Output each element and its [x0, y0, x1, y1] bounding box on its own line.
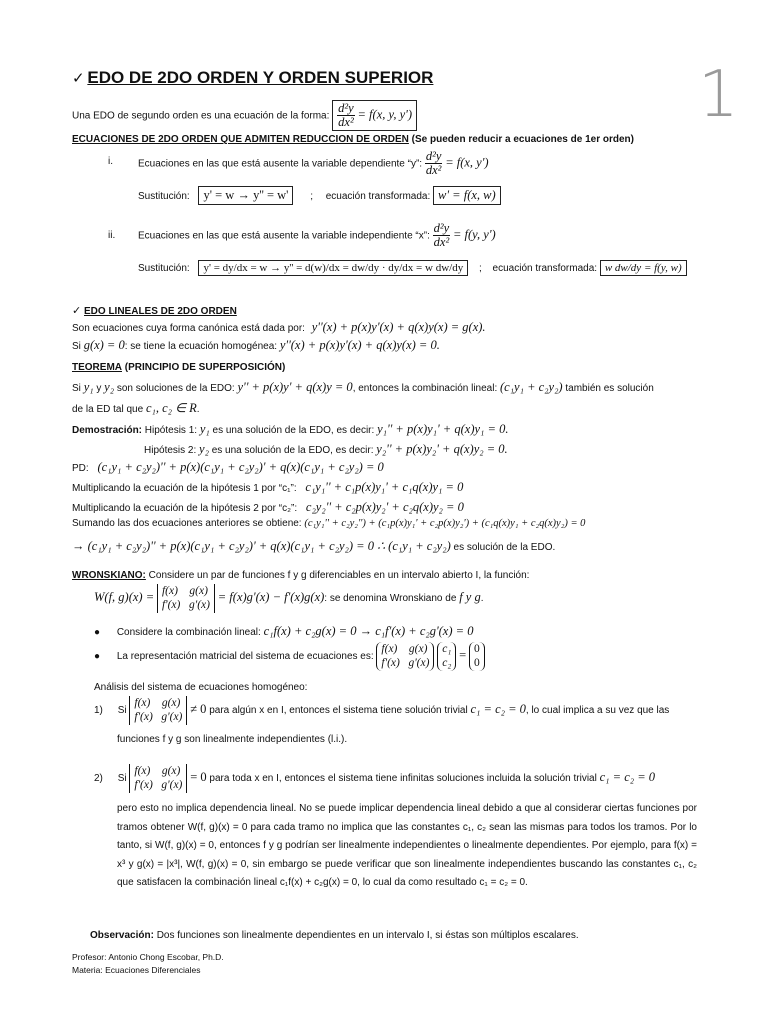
vector-c	[437, 642, 456, 671]
wronskiano-def-lhs: W(f, g)(x) =	[94, 590, 155, 605]
section2-line2-text: : se tiene la ecuación homogénea:	[124, 341, 278, 352]
checkmark-icon: ✓	[72, 70, 85, 87]
section2-line2	[72, 338, 440, 353]
wronskiano-intro: Considere un par de funciones f y g diferenciables en un intervalo abierto I, la función:	[148, 570, 530, 581]
bullet1-row	[94, 624, 473, 639]
hypothesis1-row	[72, 422, 508, 437]
hyp1-eq: y₁'' + p(x)y₁' + q(x)y₁ = 0.	[377, 422, 509, 436]
matrix-fg	[376, 642, 434, 671]
theorem-l1-comb: (c₁y₁ + c₂y₂)	[500, 380, 563, 394]
item-ii-transformed-box: w dw/dy = f(y, w)	[600, 260, 687, 276]
theorem-l2-cond: c₁, c₂ ∈ R	[145, 401, 197, 415]
case1-det-row-2: f'(x) g'(x)	[134, 711, 183, 724]
theorem-l1-b: son soluciones de la EDO:	[116, 383, 235, 394]
item-i-marker: i.	[108, 156, 113, 167]
section2-line2-cond: g(x) = 0	[83, 338, 125, 352]
conclusion-eq: → (c₁y₁ + c₂y₂)'' + p(x)(c₁y₁ + c₂y₂)' + q(x)(c₁y₁ + c₂y₂) = 0 ∴ (c₁y₁ + c₂y₂)	[72, 539, 451, 553]
vector-zero-1: 0	[473, 643, 480, 655]
theorem-heading-row	[72, 362, 285, 373]
section1-heading-row	[72, 134, 634, 145]
item-ii-subst-row	[138, 260, 687, 276]
pd-eq: (c₁y₁ + c₂y₂)'' + p(x)(c₁y₁ + c₂y₂)' + q(x)(c₁y₁ + c₂y₂) = 0	[97, 460, 384, 474]
item-i-subst-box: y' = w → y'' = w'	[198, 186, 293, 205]
theorem-l1-y: y	[96, 383, 102, 394]
case2-text: para toda x en I, entonces el sistema tiene infinitas soluciones incluida la solución trivial	[209, 773, 597, 785]
footer-subject: Materia: Ecuaciones Diferenciales	[72, 965, 201, 975]
item-ii-subst-label: Sustitución:	[138, 263, 190, 274]
wronskiano-def-rhs: = f(x)g'(x) − f'(x)g(x)	[217, 590, 325, 605]
case2-det-row-2: f'(x) g'(x)	[134, 779, 183, 792]
observation-label: Observación:	[90, 930, 154, 941]
sum-text: Sumando las dos ecuaciones anteriores se obtiene:	[72, 518, 302, 529]
second-derivative-fraction: $\frac{\text{d²y}}{\text{dx²}}$	[338, 101, 354, 130]
section2-line1-text: Son ecuaciones cuya forma canónica está dada por:	[72, 323, 305, 334]
item-ii-marker: ii.	[108, 230, 116, 241]
mult2-row	[72, 500, 464, 515]
page-number: 1	[698, 58, 739, 132]
vector-zero	[469, 642, 485, 671]
bullet2-text: La representación matricial del sistema de ecuaciones es:	[116, 651, 374, 663]
case1-text2: , lo cual implica a su vez que las	[525, 705, 670, 717]
wronskiano-intro-row	[72, 570, 529, 581]
case2-cond: = 0	[190, 770, 207, 785]
case2-paragraph: pero esto no implica dependencia lineal. No se puede implicar dependencia lineal debido a que al considerar ciertas funciones por tramos obtener W(f, g)(x) = 0 para cada tramo no implica que las constantes c₁, c₂ sean las mismas para todos los tramos. Por lo tanto, si W(f, g)(x) = 0, entonces f y g podrían ser linealmente independientes o linealmente dependientes. Por ejemplo, para f(x) = x³ y g(x) = |x³|, W(f, g)(x) = 0, sin embargo se puede verificar que son linealmente independientes buscando las constantes c₁, c₂ que satisfacen la combinación lineal c₁f(x) + c₂g(x) = 0, lo cual da como resultado c₁ = c₂ = 0.	[117, 803, 697, 888]
item-i-row	[138, 150, 489, 177]
mult2-text: Multiplicando la ecuación de la hipótesis 2 por “c₂”:	[72, 503, 298, 514]
theorem-l2-a: de la ED tal que	[72, 404, 144, 415]
section2-heading-row	[72, 304, 237, 317]
case1-num: 1)	[94, 705, 103, 717]
case2-si: Si	[117, 773, 127, 785]
case1-eq: c₁ = c₂ = 0	[470, 702, 526, 717]
item-ii-row	[138, 222, 496, 249]
hyp2-text: es una solución de la EDO, es decir:	[211, 445, 374, 456]
pd-row	[72, 460, 384, 475]
hyp1-y1: y₁	[199, 422, 210, 436]
item-i-text: Ecuaciones en las que está ausente la variable dependiente “y”:	[138, 158, 423, 170]
vector-zero-2: 0	[473, 657, 480, 670]
vector-c2: c₂	[442, 657, 452, 670]
checkmark-icon: ✓	[72, 305, 82, 317]
wronskiano-heading: WRONSKIANO:	[72, 570, 146, 581]
case2-determinant	[129, 764, 187, 793]
intro-formula-box	[332, 100, 417, 131]
intro-text: Una EDO de segundo orden es una ecuación de la forma:	[72, 110, 330, 122]
hyp1-label: Hipótesis 1:	[144, 425, 198, 436]
footer-professor: Profesor: Antonio Chong Escobar, Ph.D.	[72, 952, 224, 962]
observation-row	[90, 930, 579, 941]
item-ii-subst-box: y' = dy/dx = w → y'' = d(w)/dx = dw/dy · dy/dx = w dw/dy	[198, 260, 468, 276]
matrix-row-1: f(x) g(x)	[381, 643, 428, 655]
theorem-heading-rest: (PRINCIPIO DE SUPERPOSICIÓN)	[124, 362, 286, 373]
section2-heading: EDO LINEALES DE 2DO ORDEN	[84, 306, 237, 317]
section2-line1	[72, 320, 486, 335]
det-row-2: f'(x) g'(x)	[161, 599, 210, 612]
hyp2-eq: y₂'' + p(x)y₂' + q(x)y₂ = 0.	[376, 442, 508, 456]
page-title-row	[72, 68, 433, 88]
theorem-line2: de la ED tal que c₁, c₂ ∈ R.	[72, 401, 200, 415]
item-i-sep: ;	[310, 191, 313, 202]
case1-cond: ≠ 0	[190, 702, 207, 717]
item-i-transformed-box: w' = f(x, w)	[433, 186, 501, 205]
hypothesis2-row	[144, 442, 508, 457]
theorem-l1-a: Si	[72, 383, 81, 394]
case2-eq: c₁ = c₂ = 0	[599, 770, 656, 785]
section1-note: (Se pueden reducir a ecuaciones de 1er orden)	[411, 134, 634, 145]
theorem-l1-eq: y'' + p(x)y' + q(x)y = 0	[237, 380, 353, 394]
mult2-eq: c₂y₂'' + c₂p(x)y₂' + c₂q(x)y₂ = 0	[305, 500, 464, 514]
section2-line2-formula: y''(x) + p(x)y'(x) + q(x)y(x) = 0.	[279, 338, 440, 352]
section1-heading: ECUACIONES DE 2DO ORDEN QUE ADMITEN REDUCCION DE ORDEN	[72, 134, 409, 145]
bullet2-row: ● La representación matricial del sistema de ecuaciones es: f(x) g(x) f'(x) g'(x) c₁ c₂ = 0 0	[94, 642, 485, 671]
case1-line2: funciones f y g son linealmente independientes (l.i.).	[117, 734, 348, 745]
demo-label: Demostración:	[72, 425, 143, 436]
wronskiano-determinant	[157, 584, 215, 613]
theorem-l1-c: , entonces la combinación lineal:	[352, 383, 498, 394]
matrix-row-2: f'(x) g'(x)	[381, 657, 430, 670]
vector-c1: c₁	[442, 643, 452, 655]
item-ii-transformed-label: ecuación transformada:	[492, 263, 598, 274]
case1-text: para algún x en I, entonces el sistema tiene solución trivial	[209, 705, 468, 717]
item-ii-text: Ecuaciones en las que está ausente la variable independiente “x”:	[138, 230, 430, 242]
bullet-icon: ●	[94, 651, 101, 663]
wronskiano-def-text: : se denomina Wronskiano de	[324, 593, 457, 605]
hyp2-y2: y₂	[199, 442, 209, 456]
theorem-l1-d: también es solución	[565, 383, 654, 394]
case1-det-row-1: f(x) g(x)	[134, 697, 181, 709]
theorem-l1-y2: y₂	[104, 380, 115, 394]
section2-line1-formula: y''(x) + p(x)y'(x) + q(x)y(x) = g(x).	[311, 320, 486, 334]
sum-row	[72, 518, 585, 529]
theorem-l1-y1: y₁	[83, 380, 94, 394]
case1-determinant	[129, 696, 187, 725]
case1-si: Si	[117, 705, 127, 717]
item-i-subst-label: Sustitución:	[138, 191, 190, 202]
hyp1-text: es una solución de la EDO, es decir:	[212, 425, 375, 436]
bullet1-eq: c₁f(x) + c₂g(x) = 0 → c₁f'(x) + c₂g'(x) = 0	[263, 624, 474, 638]
sum-eq: (c₁y₁'' + c₂y₂'') + (c₁p(x)y₁' + c₂p(x)y₂') + (c₁q(x)y₁ + c₂q(x)y₂) = 0	[304, 518, 586, 529]
theorem-line1	[72, 380, 654, 395]
case2-num: 2)	[94, 773, 103, 785]
case2-det-row-1: f(x) g(x)	[134, 765, 181, 777]
analysis-heading: Análisis del sistema de ecuaciones homogéneo:	[94, 682, 308, 693]
item-i-subst-row	[138, 186, 501, 205]
item-ii-sep: ;	[478, 263, 482, 274]
mult1-text: Multiplicando la ecuación de la hipótesis 1 por “c₁”:	[72, 483, 297, 494]
section2-line2-prefix: Si	[72, 341, 81, 352]
hyp2-label: Hipótesis 2:	[144, 445, 197, 456]
case1-row	[94, 696, 669, 725]
pd-label: PD:	[72, 463, 89, 474]
bullet-icon: ●	[94, 627, 101, 638]
item-i-rhs: = f(x, y')	[445, 155, 489, 170]
wronskiano-definition-row: W(f, g)(x) = f(x) g(x) f'(x) g'(x) = f(x)g'(x) − f'(x)g(x): se denomina Wronskiano de f y g.	[94, 585, 484, 612]
bullet1-text: Considere la combinación lineal:	[116, 627, 261, 638]
item-i-fraction: $\frac{\text{d²y}}{\text{dx²}}$	[425, 149, 442, 178]
theorem-heading: TEOREMA	[72, 362, 122, 373]
conclusion-text: es solución de la EDO.	[453, 542, 556, 553]
page-title: EDO DE 2DO ORDEN Y ORDEN SUPERIOR	[87, 68, 434, 87]
intro-line	[72, 100, 417, 131]
det-row-1: f(x) g(x)	[161, 585, 208, 597]
conclusion-row	[72, 538, 555, 554]
case2-row	[94, 764, 655, 793]
item-ii-rhs: = f(y, y')	[452, 227, 496, 242]
intro-formula-rhs: = f(x, y, y')	[357, 107, 412, 122]
wronskiano-def-fg: f y g	[459, 590, 481, 605]
mult1-row	[72, 480, 463, 495]
observation-text: Dos funciones son linealmente dependientes en un intervalo I, si éstas son múltiplos escalares.	[156, 930, 579, 941]
mult1-eq: c₁y₁'' + c₁p(x)y₁' + c₁q(x)y₁ = 0	[305, 480, 464, 494]
item-ii-fraction: $\frac{\text{d²y}}{\text{dx²}}$	[433, 221, 450, 250]
item-i-transformed-label: ecuación transformada:	[325, 191, 431, 202]
